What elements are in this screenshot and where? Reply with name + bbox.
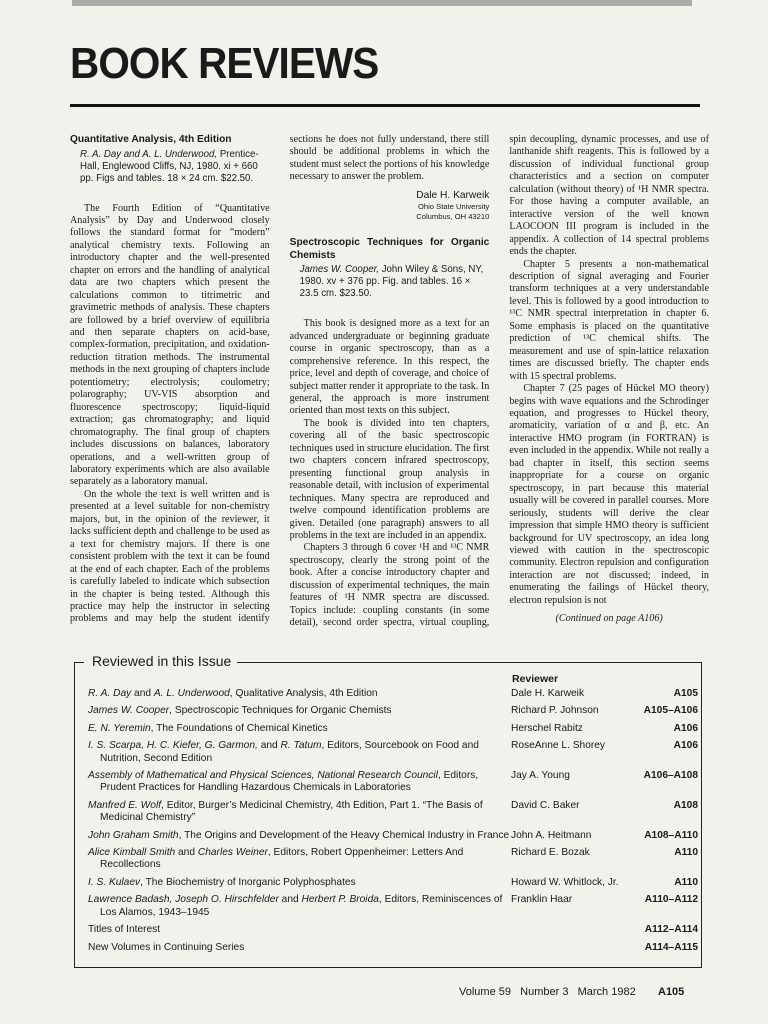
- item-pages: A110: [674, 847, 698, 859]
- item-reviewer: Richard P. Johnson: [511, 705, 599, 717]
- list-item: [88, 894, 698, 919]
- item-conj: and: [257, 740, 281, 752]
- item-authors-2: Charles Weiner: [197, 847, 268, 859]
- review1-heading: Quantitative Analysis, 4th Edition: [70, 134, 232, 145]
- item-authors: John Graham Smith: [88, 829, 179, 841]
- item-authors: I. S. Scarpa, H. C. Kiefer, G. Garmon,: [88, 740, 258, 752]
- issue-box-rule-right: [237, 662, 702, 663]
- item-reviewer: David C. Baker: [511, 799, 580, 811]
- review2-paragraph-2: The book is divided into ten chapters, covering all of the basic spectroscopic techniques used in structure elucidation. The first two chapters concern infrared spectroscopy, presenting functional group analysis in reasonable detail, with inclusion of experimental techniques. Many spectra are reproduced and twelve compound identification problems are given. Detailed (one paragraph) answers to all problems in the text are included in an appendix.: [289, 417, 490, 541]
- item-reviewer: RoseAnne L. Shorey: [511, 740, 606, 752]
- review1-paragraph-1: The Fourth Edition of “Quantitative Analysis” by Day and Underwood closely follows the standard format for “modern” analytical chemistry texts. Following an introductory chapter and the well-presented chapter on errors and the handling of analytical data are two chapters which present the calculations common to titrimetric and gravimetric methods of analysis. These chapters are followed by a brief overview of equilibria and then separate chapters on acid-base, complex-formation, precipitation, and oxidation-reduction titration methods. The instrumental methods in the next grouping of chapters include potentiometry; electrolysis; coulometry; polarography; UV-VIS absorption and fluorescence spectroscopy; liquid-liquid extraction; gas chromatography; and liquid chromatography. The final group of chapters includes discussions on balances, laboratory operations, and a well-written group of laboratory experiments which are also available separately as a laboratory manual.: [70, 202, 270, 488]
- item-title: , The Origins and Development of the Heavy Chemical Industry in France: [178, 829, 510, 841]
- item-pages: A114–A115: [644, 941, 698, 953]
- review1-affiliation-1: Ohio State University: [417, 202, 490, 212]
- review2-publisher: John Wiley & Sons, NY, 1980. xv + 376 pp. Fig. and tables. 16 × 23.5 cm. $23.50.: [299, 264, 484, 300]
- item-pages: A105–A106: [643, 705, 698, 717]
- continued-note: (Continued on page A106): [555, 613, 663, 625]
- item-pages: A105: [673, 688, 698, 699]
- page-number: A105: [658, 986, 685, 998]
- item-authors: Alice Kimball Smith: [88, 847, 176, 859]
- item-title: , Editors, Robert Oppenheimer: Letters And Recollections: [100, 847, 464, 871]
- page-title: BOOK REVIEWS: [70, 39, 379, 88]
- issue-list: [88, 688, 698, 959]
- review2-paragraph-5: Chapter 7 (25 pages of Hückel MO theory) begins with wave equations and the Schrodinger equation, and progresses to Hückel theory, aromaticity, variation of α and β, etc. An interactive HMO program (in FORTRAN) is even included in the appendix. While not really a bad chapter in itself, this section seems inappropriate for a course on organic spectroscopy, in part because this material usually will be covered in parallel courses. More seriously, students will derive the clear impression that simple HMO theory is sufficient background for UV spectroscopy, an idea long viewed with caution in the spectroscopic community. Electron repulsion and configuration interaction are not discussed; indeed, in enumerating the failings of Hückel theory, electron repulsion is not: [509, 383, 709, 606]
- item-pages: A112–A114: [644, 924, 698, 936]
- item-authors: I. S. Kulaev: [88, 876, 141, 888]
- item-authors: Lawrence Badash, Joseph O. Hirschfelder: [88, 894, 279, 906]
- item-authors-2: R. Tatum: [280, 740, 322, 752]
- reviewer-column-header: Reviewer: [512, 673, 559, 685]
- list-item: [88, 800, 698, 825]
- list-item: [88, 877, 698, 889]
- item-pages: A106–A108: [643, 770, 698, 782]
- list-item: [88, 924, 698, 936]
- item-title: , The Biochemistry of Inorganic Polyphosphates: [140, 876, 356, 888]
- item-title: , Editors, Prudent Practices for Handling Hazardous Chemicals in Laboratories: [100, 770, 479, 794]
- list-item: [88, 723, 698, 735]
- list-item: [88, 830, 698, 842]
- item-title: Titles of Interest: [88, 924, 161, 936]
- item-pages: A108: [673, 799, 698, 811]
- review2-paragraph-3: Chapters 3 through 6 cover ¹H and ¹³C NMR spectroscopy, clearly the strong point of the book. After a concise introductory chapter and discussion of experimental techniques, the main features of ¹H NMR spectra are discussed. Topics include: coupling constants (in some detail), second order spectra, virtual coupling, spin decoupling, dynamic processes, and use of lanthanide shift reagents. This is followed by a discussion of individual functional group characteristics and a section on computer calculation (without theory) of ¹H NMR spectra. For those having a computer available, an interactive version of the well known LAOCOON III program is included in the appendix. A collection of 14 spectral problems ends the chapter.: [289, 134, 709, 629]
- review1-affiliation-2: Columbus, OH 43210: [416, 211, 490, 221]
- review2-authors: James W. Cooper,: [299, 264, 379, 276]
- review2-paragraph-4: Chapter 5 presents a non-mathematical description of signal averaging and Fourier transform techniques at a very understandable level. This is followed by a good introduction to ¹³C NMR spectral interpretation in chapter 6. Some emphasis is placed on the quantitative prediction of ¹³C chemical shifts. The measurement and use of spin-lattice relaxation times are discussed briefly. The chapter ends with 15 spectral problems.: [509, 258, 709, 382]
- item-reviewer: Howard W. Whitlock, Jr.: [511, 876, 619, 888]
- top-edge-rule: [72, 0, 692, 6]
- item-authors-2: A. L. Underwood: [153, 688, 230, 699]
- item-authors: Assembly of Mathematical and Physical Sciences, National Research Council: [88, 770, 438, 782]
- item-title: , Spectroscopic Techniques for Organic Chemists: [169, 705, 392, 717]
- item-conj: and: [175, 847, 198, 859]
- list-item: [88, 770, 698, 795]
- review1-publisher: Prentice-Hall, Englewood Cliffs, NJ, 1980. xi + 660 pp. Figs and tables. 18 × 24 cm. $22.50.: [80, 148, 259, 184]
- item-pages: A110: [674, 876, 698, 888]
- list-item: [88, 705, 698, 717]
- item-title: , Editors, Sourcebook on Food and Nutrition, Second Edition: [100, 740, 479, 764]
- item-reviewer: Richard E. Bozak: [511, 847, 590, 859]
- item-reviewer: Herschel Rabitz: [511, 722, 583, 734]
- review1-citation: [70, 149, 270, 185]
- list-item: [88, 688, 698, 700]
- item-authors: James W. Cooper: [88, 705, 170, 717]
- item-pages: A106: [673, 740, 698, 752]
- item-title: New Volumes in Continuing Series: [88, 941, 245, 953]
- item-reviewer: John A. Heitmann: [511, 829, 592, 841]
- item-pages: A110–A112: [644, 894, 698, 906]
- issue-box-title: Reviewed in this Issue: [88, 652, 235, 670]
- issue-info: Volume 59 Number 3 March 1982: [459, 986, 636, 998]
- review2-heading: Spectroscopic Techniques for Organic Chemists: [289, 237, 490, 261]
- item-authors: R. A. Day: [88, 688, 132, 699]
- item-conj: and: [131, 688, 154, 699]
- list-item: [88, 847, 698, 872]
- issue-box-rule-left: [74, 662, 84, 663]
- review2-paragraph-1: This book is designed more as a text for an advanced undergraduate or beginning graduate course in organic spectroscopy, than as a comprehensive reference. In this respect, the price, level and depth of coverage, and choice of subject matter render it appropriate to the task. In general, the approach is more instrument oriented than most texts on this subject.: [289, 318, 490, 417]
- review1-reviewer: Dale H. Karweik: [416, 189, 490, 201]
- item-authors: Manfred E. Wolf: [88, 799, 162, 811]
- review1-authors: R. A. Day and A. L. Underwood,: [80, 148, 218, 160]
- review1-paragraph-2: On the whole the text is well written and is presented at a level suitable for non-chemistry majors, but, in the opinion of the reviewer, it lacks sufficient depth and challenge to be used as a text for chemistry majors. If there is one consistent problem with the text it can be found at the end of each chapter. Each of the problems is carefully labeled to indicate which subsection in the chapter is being tested. Although this practice may help the instructor in selecting problems and may help the student identify sections he does not fully understand, there still should be additional problems in which the student must select the portions of his knowledge necessary to answer the problem.: [70, 134, 490, 625]
- item-title: , The Foundations of Chemical Kinetics: [150, 722, 328, 734]
- list-item: [88, 942, 698, 954]
- item-conj: and: [278, 894, 302, 906]
- review2-citation: [290, 264, 490, 300]
- item-reviewer: Dale H. Karweik: [511, 688, 585, 699]
- item-reviewer: Franklin Haar: [511, 894, 573, 906]
- list-item: [88, 740, 698, 765]
- item-title: , Editor, Burger’s Medicinal Chemistry, 4th Edition, Part 1. “The Basis of Medicinal Chemistry”: [100, 799, 483, 824]
- article-flow: [70, 134, 709, 650]
- item-authors: E. N. Yeremin: [88, 722, 151, 734]
- item-reviewer: Jay A. Young: [511, 770, 570, 782]
- item-pages: A108–A110: [644, 829, 698, 841]
- item-pages: A106: [673, 722, 698, 734]
- item-title: , Qualitative Analysis, 4th Edition: [229, 688, 378, 699]
- title-rule: [70, 104, 700, 107]
- item-title: , Editors, Reminiscences of Los Alamos, 1943–1945: [100, 894, 503, 918]
- item-authors-2: Herbert P. Broida: [301, 894, 379, 906]
